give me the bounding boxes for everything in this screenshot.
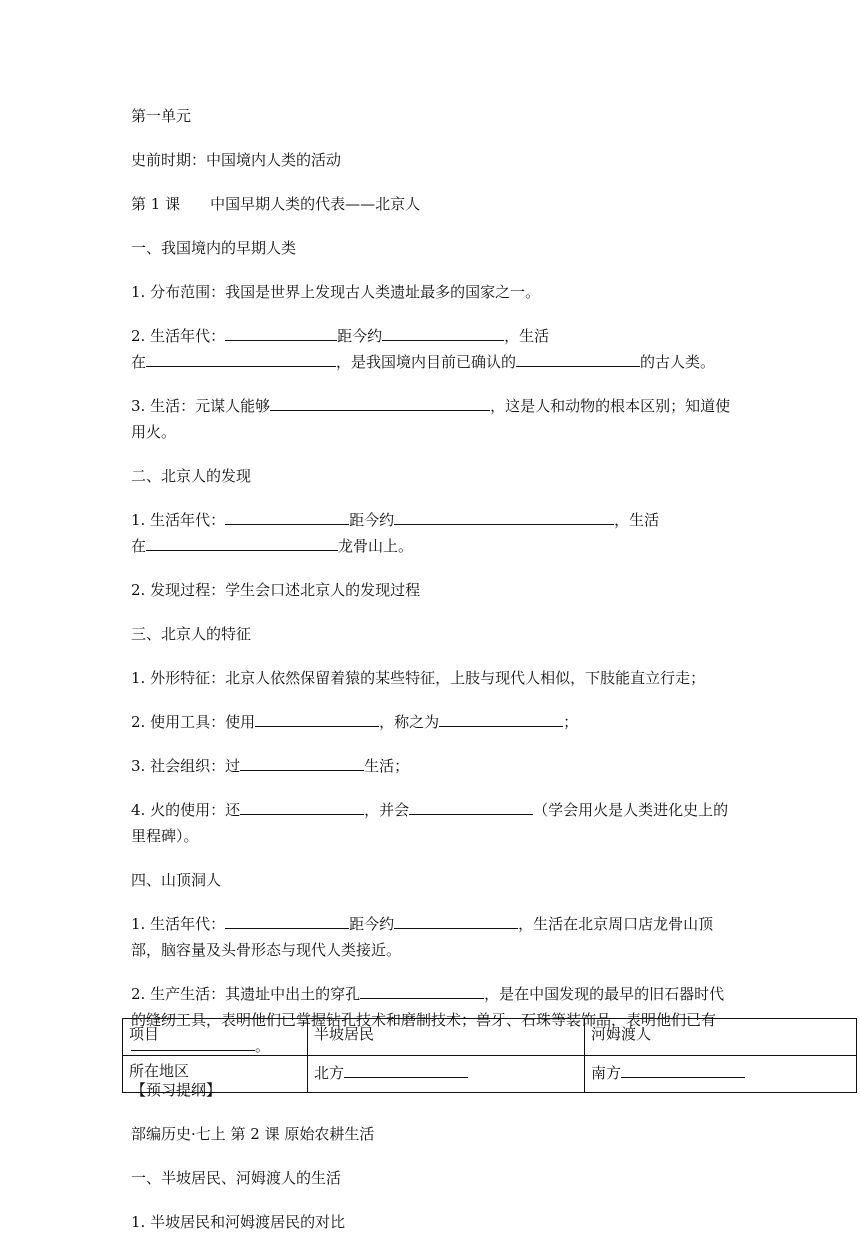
table-cell: 北方	[308, 1056, 585, 1093]
preview-outline-heading: 【预习提纲】	[131, 1081, 222, 1099]
fill-blank[interactable]	[439, 709, 563, 727]
item-discovery: 2. 发现过程：学生会口述北京人的发现过程	[131, 581, 421, 599]
section-1-heading: 一、我国境内的早期人类	[131, 239, 297, 257]
item-fire: 4. 火的使用：还 ，并会 （学会用火是人类进化史上的里程碑）。	[131, 797, 731, 849]
fill-blank[interactable]	[146, 533, 338, 551]
fill-blank[interactable]	[516, 349, 640, 367]
table-cell: 南方	[585, 1056, 857, 1093]
fill-blank[interactable]	[382, 323, 504, 341]
item-tools: 2. 使用工具：使用 ，称之为 ；	[131, 709, 731, 735]
lesson-1-title: 第 1 课 中国早期人类的代表——北京人	[131, 195, 421, 213]
fill-blank[interactable]	[409, 797, 533, 815]
fill-blank[interactable]	[270, 393, 490, 411]
fill-blank[interactable]	[240, 797, 364, 815]
item-appearance: 1. 外形特征：北京人依然保留着猿的某些特征，上肢与现代人相似，下肢能直立行走；	[131, 669, 706, 687]
fill-blank[interactable]	[240, 753, 364, 771]
item-upper-cave-era: 1. 生活年代： 距今约 ，生活在北京周口店龙骨山顶部，脑容量及头骨形态与现代人类接近。	[131, 911, 731, 963]
lesson-2-item-comparison: 1. 半坡居民和河姆渡居民的对比	[131, 1213, 346, 1231]
table-header-row	[123, 1019, 857, 1056]
table-header-cell: 河姆渡人	[585, 1019, 857, 1056]
fill-blank[interactable]	[394, 911, 518, 929]
item-living-era: 2. 生活年代： 距今约 ，生活 在 ，是我国境内目前已确认的 的古人类。	[131, 323, 731, 375]
fill-blank[interactable]	[146, 349, 336, 367]
fill-blank[interactable]	[225, 507, 349, 525]
lesson-2-title: 部编历史·七上 第 2 课 原始农耕生活	[131, 1125, 375, 1143]
item-social: 3. 社会组织：过 生活；	[131, 753, 731, 779]
period-heading: 史前时期：中国境内人类的活动	[131, 151, 342, 169]
section-3-heading: 三、北京人的特征	[131, 625, 252, 643]
fill-blank[interactable]	[225, 323, 337, 341]
fill-blank[interactable]	[360, 981, 484, 999]
fill-blank[interactable]	[394, 507, 614, 525]
section-4-heading: 四、山顶洞人	[131, 871, 222, 889]
fill-blank[interactable]	[225, 911, 349, 929]
lesson-2-section-1-heading: 一、半坡居民、河姆渡人的生活	[131, 1169, 342, 1187]
fill-blank[interactable]	[344, 1060, 468, 1078]
table-header-cell: 项目	[123, 1019, 308, 1056]
item-life: 3. 生活：元谋人能够 ，这是人和动物的根本区别；知道使用火。	[131, 393, 731, 445]
fill-blank[interactable]	[621, 1060, 745, 1078]
table-cell: 所在地区	[123, 1056, 308, 1093]
table-row	[123, 1056, 857, 1093]
section-2-heading: 二、北京人的发现	[131, 467, 252, 485]
item-peking-era: 1. 生活年代： 距今约 ，生活 在 龙骨山上。	[131, 507, 731, 559]
item-production: 2. 生产生活：其遗址中出土的穿孔 ，是在中国发现的最早的旧石器时代的缝纫工具，表明他们已掌握钻孔技术和磨制技术；兽牙、石珠等装饰品，表明他们已有。	[131, 981, 731, 1059]
fill-blank[interactable]	[255, 709, 379, 727]
item-distribution: 1. 分布范围：我国是世界上发现古人类遗址最多的国家之一。	[131, 283, 541, 301]
table-header-cell: 半坡居民	[308, 1019, 585, 1056]
comparison-table	[122, 1018, 857, 1093]
unit-heading: 第一单元	[131, 107, 192, 125]
